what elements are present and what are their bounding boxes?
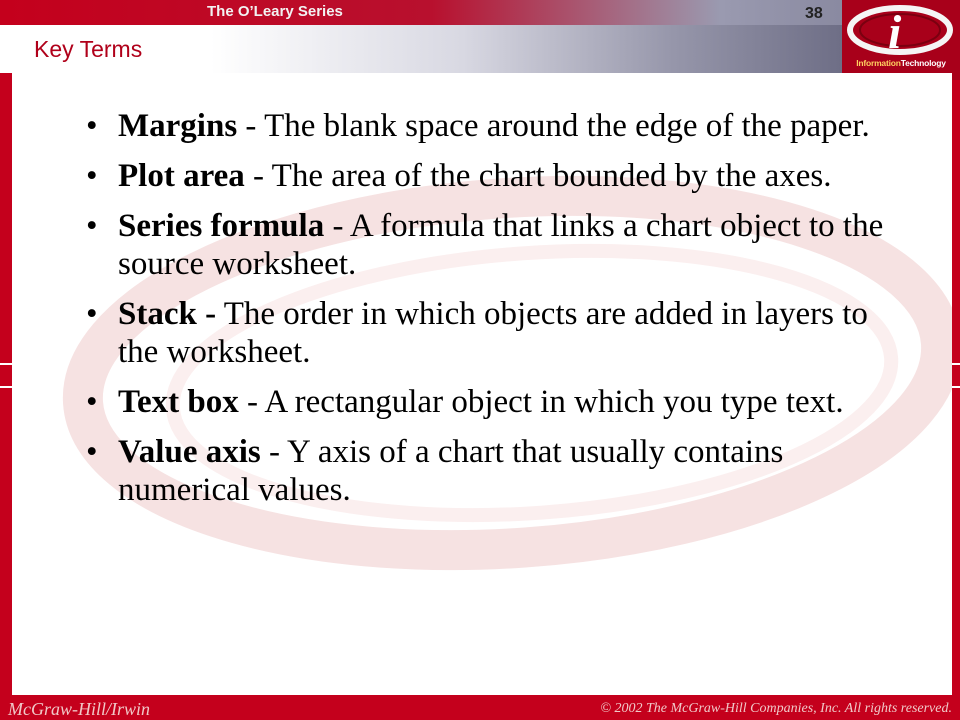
bullet-icon: • [86,296,98,332]
slide-number: 38 [805,5,823,22]
list-item [12,207,952,283]
term-definition: - The blank space around the edge of the paper. [237,108,870,144]
logo-letter: i [888,6,902,59]
bullet-icon: • [86,158,98,194]
list-item [12,295,952,371]
term-name: Stack - [118,296,217,332]
page-title: Key Terms [34,36,143,62]
copyright-notice: © 2002 The McGraw-Hill Companies, Inc. All rights reserved. [600,701,952,716]
series-title: The O’Leary Series [207,3,343,20]
bullet-icon: • [86,108,98,144]
list-item [12,107,952,145]
information-technology-logo [842,0,960,80]
term-definition: - A rectangular object in which you type text. [238,384,844,420]
term-definition: - Y axis of a chart that usually contains numerical values. [118,434,784,508]
list-item [12,383,952,421]
slide-content [12,73,952,695]
publisher-label: McGraw-Hill/Irwin [8,699,150,719]
logo-text-part2: Technology [900,58,946,68]
logo-text-part1: Information [856,58,901,68]
bullet-icon: • [86,208,98,244]
logo-emblem-icon [842,0,960,80]
logo-text [845,58,957,68]
term-name: Margins [118,108,238,144]
key-terms-list [12,107,952,521]
term-name: Text box [118,384,239,420]
list-item [12,157,952,195]
term-name: Series formula [118,208,325,244]
term-definition: - The area of the chart bounded by the axes. [244,158,832,194]
term-name: Plot area [118,158,245,194]
bullet-icon: • [86,434,98,470]
term-definition: The order in which objects are added in layers to the worksheet. [118,296,868,370]
bullet-icon: • [86,384,98,420]
list-item [12,433,952,509]
term-name: Value axis [118,434,261,470]
term-definition: - A formula that links a chart object to the source worksheet. [118,208,884,282]
